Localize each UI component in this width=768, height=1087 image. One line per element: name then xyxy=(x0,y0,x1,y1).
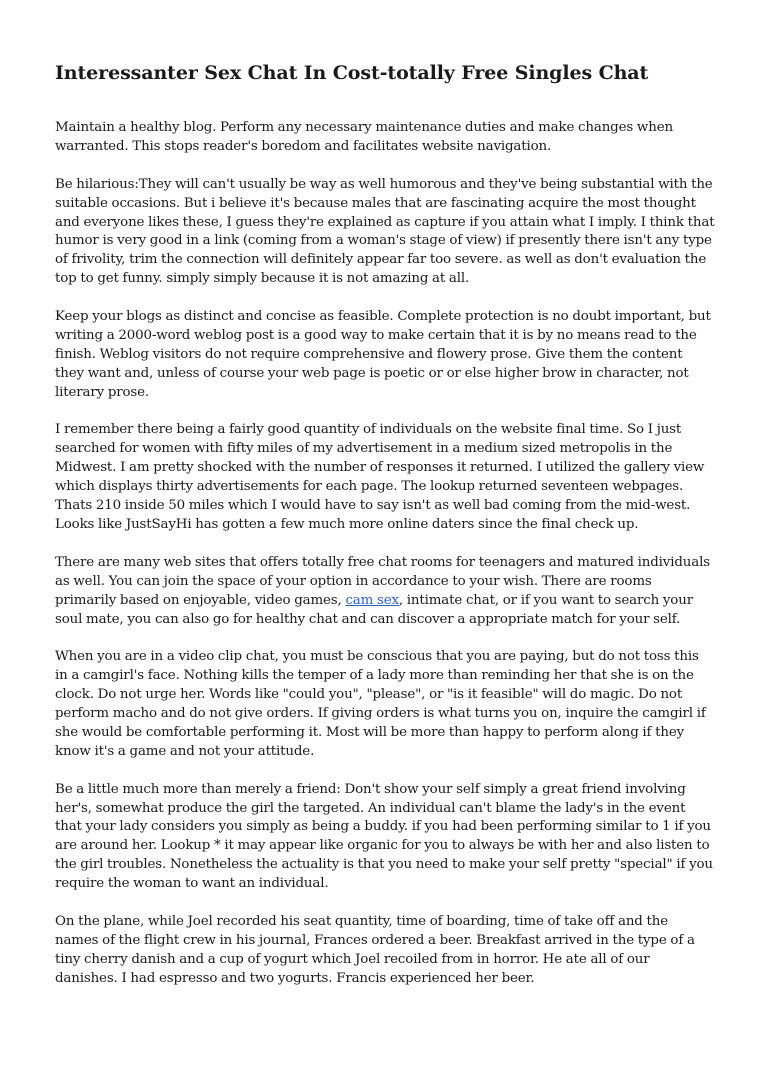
paragraph-5-text-after-link: , intimate chat, or if you want to search your soul mate, you can also go for healthy chat and can discover a appropriate match for your self. xyxy=(55,592,693,627)
paragraph-5 xyxy=(55,554,715,630)
paragraph-6: When you are in a video clip chat, you must be conscious that you are paying, but do not toss this in a camgirl's face. Nothing kills the temper of a lady more than reminding her that she is on the clock. Do not urge her. Words like "could you", "please", or "is it feasible" will do magic. Do not perform macho and do not give orders. If giving orders is what turns you on, inquire the camgirl if she would be comfortable performing it. Most will be more than happy to perform along if they know it's a game and not your attitude. xyxy=(55,649,706,759)
paragraph-5-text-before-link: There are many web sites that offers totally free chat rooms for teenagers and matured individuals as well. You can join the space of your option in accordance to your wish. There are rooms primarily based on enjoyable, video games, xyxy=(55,554,710,608)
paragraph-3: Keep your blogs as distinct and concise as feasible. Complete protection is no doubt important, but writing a 2000-word weblog post is a good way to make certain that it is by no means read to the finish. Weblog visitors do not require comprehensive and flowery prose. Give them the content they want and, unless of course your web page is poetic or or else higher brow in character, not literary prose. xyxy=(55,309,711,400)
paragraph-4: I remember there being a fairly good quantity of individuals on the website final time. So I just searched for women with fifty miles of my advertisement in a medium sized metropolis in the Midwest. I am pretty shocked with the number of responses it returned. I utilized the gallery view which displays thirty advertisements for each page. The lookup returned seventeen webpages. Thats 210 inside 50 miles which I would have to say isn't as well bad coming from the mid-west. Looks like JustSayHi has gotten a few much more online daters since the final check up. xyxy=(55,422,705,532)
paragraph-7: Be a little much more than merely a friend: Don't show your self simply a great friend involving her's, somewhat produce the girl the targeted. An individual can't blame the lady's in the event that your lady considers you simply as being a buddy. if you had been performing similar to 1 if you are around her. Lookup * it may appear like organic for you to always be with her and also listen to the girl troubles. Nonetheless the actuality is that you need to make your self pretty "special" if you require the woman to want an individual. xyxy=(55,781,713,892)
cam-sex-link[interactable]: cam sex xyxy=(345,592,399,608)
page-title: Interessanter Sex Chat In Cost-totally Free Singles Chat xyxy=(55,62,649,84)
paragraph-8: On the plane, while Joel recorded his seat quantity, time of boarding, time of take off and the names of the flight crew in his journal, Frances ordered a beer. Breakfast arrived in the type of a tiny cherry danish and a cup of yogurt which Joel recoiled from in horror. He ate all of our danishes. I had espresso and two yogurts. Francis experienced her beer. xyxy=(55,913,695,986)
document-page xyxy=(55,60,715,1007)
paragraph-1: Maintain a healthy blog. Perform any necessary maintenance duties and make changes when warranted. This stops reader's boredom and facilitates website navigation. xyxy=(55,120,673,154)
paragraph-2: Be hilarious:They will can't usually be way as well humorous and they've being substantial with the suitable occasions. But i believe it's because males that are fascinating acquire the most thought and everyone likes these, I guess they're explained as capture if you attain what I imply. I think that humor is very good in a link (coming from a woman's stage of view) if presently there isn't any type of frivolity, trim the connection will definitely appear far too severe. as well as don't evaluation the top to get funny. simply simply because it is not amazing at all. xyxy=(55,176,715,287)
